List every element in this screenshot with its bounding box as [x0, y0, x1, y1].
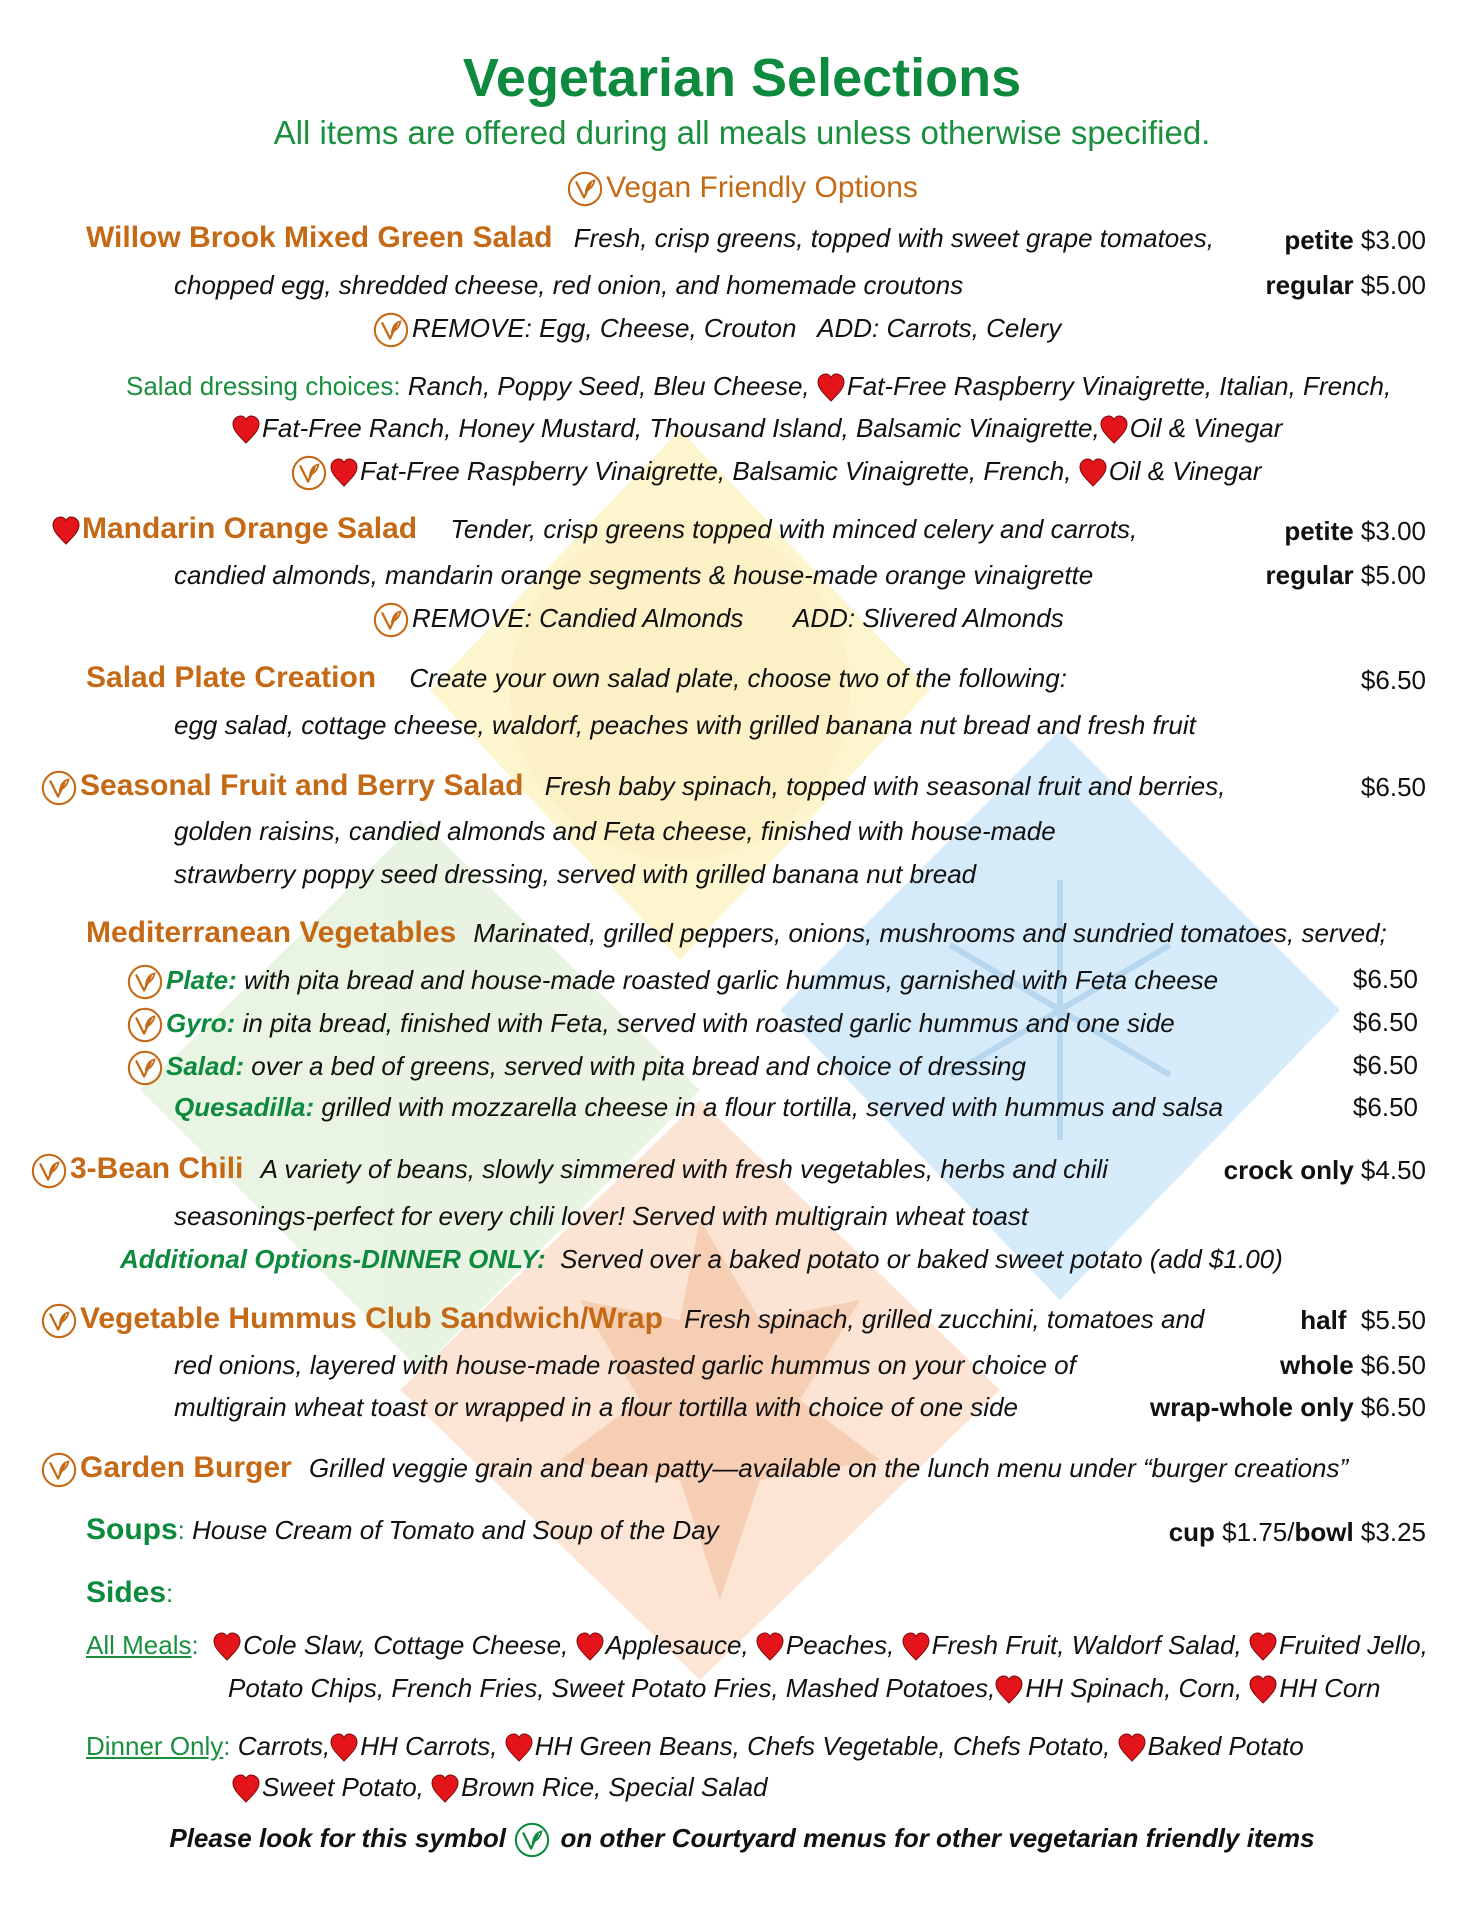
vegan-leaf-icon [40, 1451, 78, 1489]
mandarin-item [52, 513, 1137, 546]
heart-icon [756, 1632, 784, 1662]
med-price-quesadilla: $6.50 [1352, 1092, 1418, 1122]
heart-icon [52, 516, 80, 546]
vegan-leaf-icon [513, 1821, 551, 1859]
seasonal-item [40, 769, 1225, 807]
heart-icon [576, 1632, 604, 1662]
item-description: Marinated, grilled peppers, onions, mushrooms and sundried tomatoes, served; [473, 918, 1387, 948]
vegan-leaf-icon [372, 311, 410, 349]
item-name: Garden Burger [80, 1450, 292, 1484]
dressing-line-1: Salad dressing choices: Ranch, Poppy Seed, Bleu Cheese, Fat-Free Raspberry Vinaigrette, Italian, French, [126, 370, 1391, 403]
item-description: multigrain wheat toast or wrapped in a flour tortilla with choice of one side [174, 1392, 1018, 1422]
heart-icon [330, 1733, 358, 1763]
chili-price: crock only $4.50 [1223, 1155, 1426, 1185]
heart-icon [505, 1733, 533, 1763]
med-price-salad: $6.50 [1352, 1050, 1418, 1080]
heart-icon [995, 1675, 1023, 1705]
item-name: Mediterranean Vegetables [86, 916, 457, 949]
heart-icon [232, 1774, 260, 1804]
item-description: egg salad, cottage cheese, waldorf, peaches with grilled banana nut bread and fresh fruit [174, 710, 1196, 740]
dressing-line-3: Fat-Free Raspberry Vinaigrette, Balsamic Vinaigrette, French, Oil & Vinegar [290, 454, 1261, 492]
item-description: A variety of beans, slowly simmered with fresh vegetables, herbs and chili [260, 1153, 1108, 1184]
chili-additional-options: Additional Options-DINNER ONLY: Served over a baked potato or baked sweet potato (add $1.00) [120, 1244, 1283, 1274]
item-description: strawberry poppy seed dressing, served with grilled banana nut bread [174, 859, 977, 889]
item-description: chopped egg, shredded cheese, red onion, and homemade croutons [174, 270, 964, 300]
vegan-note: REMOVE: Candied Almonds ADD: Slivered Almonds [372, 601, 1064, 639]
med-price-gyro: $6.50 [1352, 1007, 1418, 1037]
item-name: Vegetable Hummus Club Sandwich/Wrap [80, 1301, 663, 1335]
vegan-leaf-icon [40, 1302, 78, 1340]
heart-icon [232, 415, 260, 445]
vegan-leaf-icon [126, 1006, 164, 1044]
med-option-salad: Salad: over a bed of greens, served with pita bread and choice of dressing [126, 1049, 1026, 1087]
mandarin-price-petite: petite $3.00 [1284, 516, 1426, 546]
med-option-gyro: Gyro: in pita bread, finished with Feta, served with roasted garlic hummus and one side [126, 1006, 1175, 1044]
item-description: candied almonds, mandarin orange segments & house-made orange vinaigrette [174, 560, 1094, 590]
item-name: Salad Plate Creation [86, 661, 377, 694]
club-price-half: half $5.50 [1300, 1305, 1426, 1335]
sides-dinner-only: Dinner Only: Carrots, HH Carrots, HH Green Beans, Chefs Vegetable, Chefs Potato, Baked Potato [86, 1730, 1304, 1763]
sides-all-meals: All Meals: Cole Slaw, Cottage Cheese, Applesauce, Peaches, Fresh Fruit, Waldorf Salad, Fruited Jello, [86, 1629, 1428, 1662]
vegan-leaf-icon [566, 170, 604, 208]
club-item [40, 1302, 1204, 1340]
heart-icon [1118, 1733, 1146, 1763]
vegan-leaf-icon [126, 1049, 164, 1087]
club-price-wrap: wrap-whole only $6.50 [1150, 1392, 1426, 1422]
heart-icon [213, 1632, 241, 1662]
item-description: seasonings-perfect for every chili lover! Served with multigrain wheat toast [174, 1201, 1029, 1231]
med-option-plate: Plate: with pita bread and house-made roasted garlic hummus, garnished with Feta cheese [126, 963, 1218, 1001]
item-description: Fresh spinach, grilled zucchini, tomatoes and [684, 1303, 1205, 1334]
heart-icon [1100, 415, 1128, 445]
soups-price: cup $1.75/bowl $3.25 [1168, 1517, 1426, 1547]
mediterranean-item [86, 917, 1387, 949]
heart-icon [1249, 1632, 1277, 1662]
heart-icon [817, 373, 845, 403]
vegan-leaf-icon [30, 1152, 68, 1190]
heart-icon [1249, 1675, 1277, 1705]
chili-item [30, 1152, 1108, 1190]
vegan-leaf-icon [126, 963, 164, 1001]
heart-icon [1079, 458, 1107, 488]
vegan-legend [0, 168, 1484, 208]
willow-price-petite: petite $3.00 [1284, 225, 1426, 255]
item-description: Create your own salad plate, choose two of the following: [409, 663, 1067, 693]
med-price-plate: $6.50 [1352, 964, 1418, 994]
salad-plate-item [86, 662, 1067, 694]
heart-icon [902, 1632, 930, 1662]
vegan-legend-label: Vegan Friendly Options [606, 171, 918, 204]
dressing-label: Salad dressing choices: [126, 371, 401, 401]
vegan-leaf-icon [40, 769, 78, 807]
vegan-leaf-icon [372, 601, 410, 639]
item-description: golden raisins, candied almonds and Feta cheese, finished with house-made [174, 816, 1056, 846]
mandarin-price-regular: regular $5.00 [1265, 560, 1426, 590]
plate-price: $6.50 [1360, 665, 1426, 695]
heart-icon [330, 458, 358, 488]
sides-dinner-only-line-2: Sweet Potato, Brown Rice, Special Salad [232, 1771, 768, 1804]
item-description: Tender, crisp greens topped with minced celery and carrots, [450, 514, 1138, 544]
sides-all-meals-line-2: Potato Chips, French Fries, Sweet Potato Fries, Mashed Potatoes, HH Spinach, Corn, HH Corn [228, 1672, 1380, 1705]
sides-heading: Sides: [86, 1576, 174, 1609]
med-option-quesadilla: Quesadilla: grilled with mozzarella cheese in a flour tortilla, served with hummus and salsa [174, 1092, 1224, 1122]
item-description: Grilled veggie grain and bean patty—available on the lunch menu under “burger creations” [308, 1452, 1349, 1483]
item-name: Willow Brook Mixed Green Salad [86, 221, 553, 254]
dressing-line-2: Fat-Free Ranch, Honey Mustard, Thousand Island, Balsamic Vinaigrette, Oil & Vinegar [232, 412, 1282, 445]
item-name: Mandarin Orange Salad [82, 512, 418, 545]
seasonal-price: $6.50 [1360, 772, 1426, 802]
vegan-leaf-icon [290, 454, 328, 492]
item-description: Fresh, crisp greens, topped with sweet grape tomatoes, [573, 223, 1214, 253]
garden-burger-item [40, 1451, 1348, 1489]
club-price-whole: whole $6.50 [1280, 1350, 1426, 1380]
item-description: red onions, layered with house-made roasted garlic hummus on your choice of [174, 1350, 1076, 1380]
item-name: Seasonal Fruit and Berry Salad [80, 768, 524, 802]
page-title: Vegetarian Selections [462, 48, 1022, 108]
willow-brook-item [86, 222, 1214, 254]
item-description: Fresh baby spinach, topped with seasonal fruit and berries, [544, 770, 1226, 801]
willow-price-regular: regular $5.00 [1265, 270, 1426, 300]
heart-icon [431, 1774, 459, 1804]
soups-item: Soups: House Cream of Tomato and Soup of the Day [86, 1513, 719, 1546]
item-name: 3-Bean Chili [70, 1151, 244, 1185]
footer-note: Please look for this symbol on other Courtyard menus for other vegetarian friendly items [0, 1818, 1484, 1859]
vegan-note: REMOVE: Egg, Cheese, Crouton ADD: Carrots, Celery [372, 311, 1061, 349]
page-subtitle: All items are offered during all meals unless otherwise specified. [273, 114, 1211, 151]
